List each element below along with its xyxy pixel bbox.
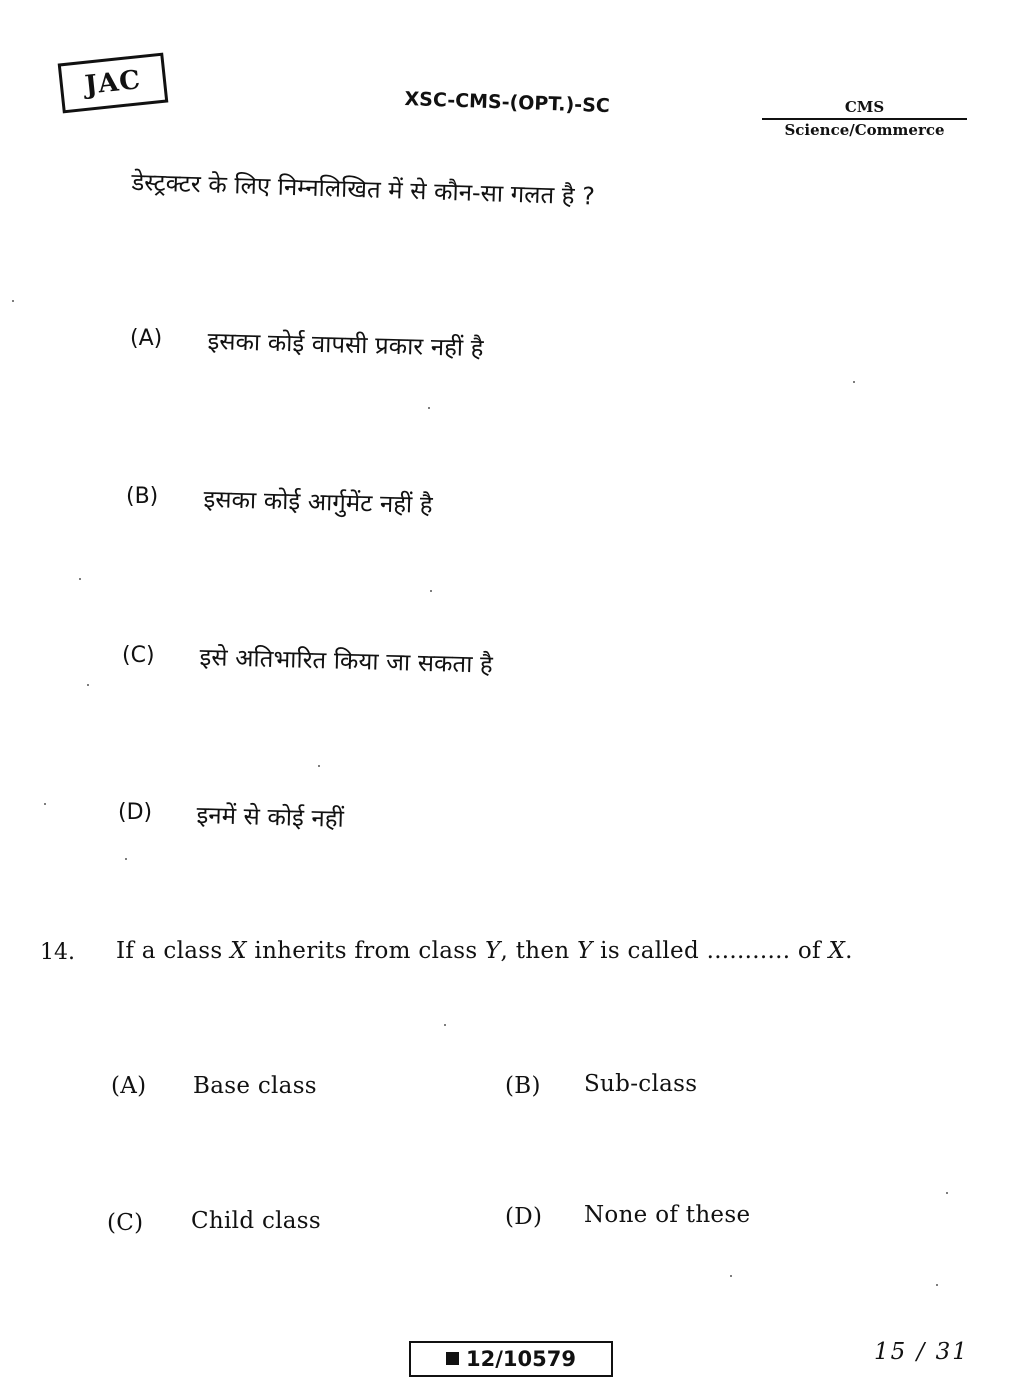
scan-speck <box>853 381 855 383</box>
page-number: 15 / 31 <box>874 1339 969 1365</box>
booklet-code: 12/10579 <box>466 1347 576 1371</box>
scan-speck <box>318 765 320 767</box>
scan-speck <box>430 590 432 592</box>
q14-option-d-text: None of these <box>584 1202 751 1228</box>
q13-option-a-text: इसका कोई वापसी प्रकार नहीं है <box>207 326 484 363</box>
q13-option-d-label: (D) <box>118 800 153 825</box>
scan-speck <box>730 1275 732 1277</box>
scan-speck <box>444 1024 446 1026</box>
q14-option-a-text: Base class <box>193 1073 317 1099</box>
q14-option-c-text: Child class <box>191 1208 322 1234</box>
scan-speck <box>87 684 89 686</box>
scan-speck <box>79 578 81 580</box>
q13-option-d-text: इनमें से कोई नहीं <box>196 800 345 833</box>
scan-speck <box>125 858 127 860</box>
scan-speck <box>44 803 46 805</box>
booklet-code-box <box>409 1341 613 1377</box>
scan-speck <box>12 300 14 302</box>
scan-speck <box>946 1192 948 1194</box>
q14-option-d-label: (D) <box>505 1204 543 1230</box>
q13-option-b-label: (B) <box>126 484 159 509</box>
q13-option-c-text: इसे अतिभारित किया जा सकता है <box>199 642 494 679</box>
scan-speck <box>936 1284 938 1286</box>
question-14-number: 14. <box>40 940 75 965</box>
q13-option-c-label: (C) <box>122 643 155 668</box>
q14-option-b-text: Sub-class <box>584 1071 698 1097</box>
q13-option-a-label: (A) <box>130 326 163 351</box>
paper-code: XSC-CMS-(OPT.)-SC <box>404 88 611 118</box>
q14-option-a-label: (A) <box>111 1073 147 1099</box>
question-14-text: If a class X inherits from class Y, then Y is called ........... of X. <box>116 938 853 964</box>
stream-label: Science/Commerce <box>784 121 945 139</box>
subject-block <box>762 98 967 139</box>
jac-logo: JAC <box>58 53 169 114</box>
scan-speck <box>428 407 430 409</box>
q14-option-b-label: (B) <box>505 1073 541 1099</box>
subject-label: CMS <box>762 98 967 120</box>
q14-option-c-label: (C) <box>107 1210 144 1236</box>
question-13-text: डेस्ट्रक्टर के लिए निम्नलिखित में से कौन-सा गलत है ? <box>131 167 596 211</box>
square-bullet-icon <box>446 1352 459 1365</box>
q13-option-b-text: इसका कोई आर्गुमेंट नहीं है <box>203 484 433 519</box>
